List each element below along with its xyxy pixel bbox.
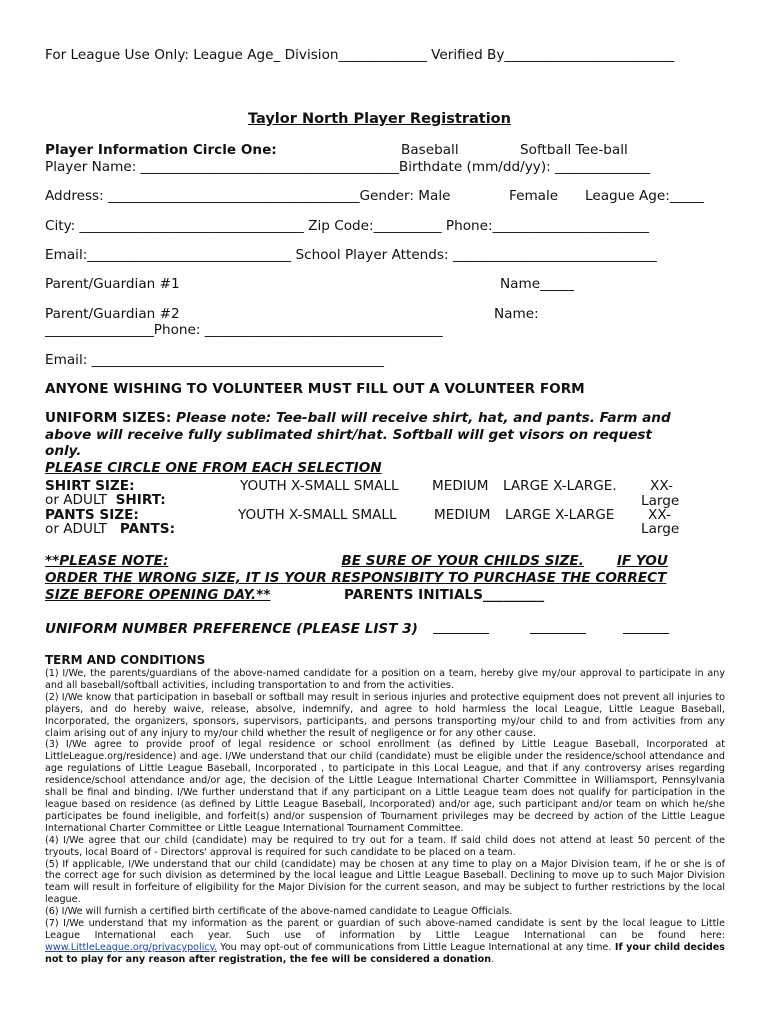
uniform-number-choice-3[interactable] [623,633,669,634]
shirt-size-xx-large[interactable]: Large [641,493,680,509]
page-title: Taylor North Player Registration [248,111,511,127]
uniform-number-preference: UNIFORM NUMBER PREFERENCE (PLEASE LIST 3) [45,621,418,637]
uniform-note-line3: only. [45,443,82,459]
term-6: (6) I/We will furnish a certified birth certificate of the above-named candidate to League Officials. [45,906,513,918]
pants-size-label: PANTS SIZE: [45,507,139,523]
player-info-heading: Player Information Circle One: [45,142,277,158]
terms-body [45,668,725,966]
term-3: (3) I/We agree to provide proof of legal residence or school enrollment (as defined by Little League Baseball, Incorporated at LittleLeague.org/residence) and age. I/We understand that our child (candidate) must be eligible under the residence/school attendance and age regulations of Little League Baseball, Incorporated , to participate in this Local League, and that if any controversy arises regarding residence/school attendance and/or age, the decision of the Little League International Charter Committee in Williamsport, Pennsylvania shall be final and binding. I/We further understand that if any participant on a Little League team does not qualify for participation in the league based on residence (as defined by Little League Baseball, Incorporated) and/or age, such participant and/or team on which he/she participates be found ineligible, and forfeit(s) and/or suspension of Tournament privileges may be decreed by action of the Little League International Charter Committee or Little League International Tournament Committee. [45,739,725,834]
shirt-size-xx[interactable]: XX- [650,478,673,494]
term-7: (7) I/We understand that my information as the parent or guardian of such above-named candidate is sent by the local league to Little League International each year. Such use of information by Little League International can be found here: www.LittleLeague.org/privacypolicy. You may opt-out of communications from Little League International at any time. If your child decides not to play for any reason after registration, the fee will be considered a donation. [45,918,726,965]
circle-instruction: PLEASE CIRCLE ONE FROM EACH SELECTION [45,460,382,476]
term-1: (1) I/We, the parents/guardians of the above-named candidate for a position on a team, hereby give my/our approval to participate in any and all baseball/softball activities, including transportation to and from the activities. [45,668,725,691]
parent-email-field[interactable]: Email: ___________________________________________ [45,352,384,368]
parent-guardian-2-name[interactable]: Name: [494,306,539,322]
term-2: (2) I/We know that participation in baseball or softball may result in serious injuries and protective equipment does not prevent all injuries to players, and do hereby waive, release, absolve, indemnify, and agree to hold harmless the local League, Little League Baseball, Incorporated, the organizers, sponsors, supervisors, participants, and persons transporting my/our child to and from activities from any claim arising out of any injury to my/our child whether the result of negligence or for any other cause. [45,691,725,739]
league-age-field[interactable]: League Age:_____ [585,188,704,204]
option-softball-teeball[interactable]: Softball Tee-ball [520,142,628,158]
please-note-line3: SIZE BEFORE OPENING DAY.** [45,587,271,603]
shirt-size-label: SHIRT SIZE: [45,478,135,494]
pants-size-youth-small[interactable]: YOUTH X-SMALL SMALL [238,507,397,523]
uniform-number-choice-2[interactable] [530,633,586,634]
option-baseball[interactable]: Baseball [401,142,459,158]
league-use-line: For League Use Only: League Age_ Division_____________ Verified By_________________________ [45,47,675,63]
shirt-size-youth-small[interactable]: YOUTH X-SMALL SMALL [240,478,399,494]
player-name-field[interactable]: Player Name: ______________________________________Birthdate (mm/dd/yy): ______________ [45,159,651,175]
uniform-note-line2: above will receive fully sublimated shirt/hat. Softball will get visors on request [45,427,652,443]
pants-size-large[interactable]: LARGE X-LARGE [505,507,615,523]
address-field[interactable]: Address: _____________________________________Gender: Male [45,188,451,204]
please-note-line2: ORDER THE WRONG SIZE, IT IS YOUR RESPONSIBITY TO PURCHASE THE CORRECT [45,570,667,586]
pants-adult-label: or ADULT PANTS: [45,521,176,537]
shirt-size-large[interactable]: LARGE X-LARGE. [503,478,617,494]
term-5: (5) If applicable, I/We understand that our child (candidate) may be chosen at any time to play on a Major Division team, if he or she is of the correct age for such division as determined by the local league and Little League Baseball. Declining to move up to such Major Division team will result in forfeiture of eligibility for the Major Division for the current season, and may be subject to further restrictions by the local league. [45,858,725,906]
please-note-line1: **PLEASE NOTE: BE SURE OF YOUR CHILDS SIZE. IF YOU [45,553,668,569]
shirt-adult-label: or ADULT SHIRT: [45,492,166,508]
pants-size-xx[interactable]: XX- [648,507,671,523]
term-4: (4) I/We agree that our child (candidate) may be required to try out for a team. If said child does not attend at least 50 percent of the tryouts, local Board of - Directors' approval is required for such candidate to be placed on a team. [45,834,725,858]
parent-guardian-2-phone[interactable]: ________________Phone: ___________________________________ [45,322,443,338]
volunteer-notice: ANYONE WISHING TO VOLUNTEER MUST FILL OUT A VOLUNTEER FORM [45,381,585,397]
parent-guardian-2: Parent/Guardian #2 [45,306,180,322]
privacy-policy-link[interactable]: www.LittleLeague.org/privacypolicy. [45,941,217,953]
email-school-field[interactable]: Email:______________________________ School Player Attends: ______________________________ [45,247,657,263]
uniform-number-choice-1[interactable] [433,633,489,634]
terms-heading: TERM AND CONDITIONS [45,653,206,667]
pants-size-medium[interactable]: MEDIUM [434,507,491,523]
city-zip-phone-field[interactable]: City: _________________________________ Zip Code:__________ Phone:_______________________ [45,218,649,234]
gender-female[interactable]: Female [509,188,559,204]
parent-guardian-1: Parent/Guardian #1 [45,276,180,292]
shirt-size-medium[interactable]: MEDIUM [432,478,489,494]
parents-initials-field[interactable]: PARENTS INITIALS_________ [344,587,545,603]
pants-size-xx-large[interactable]: Large [641,521,680,537]
parent-guardian-1-name[interactable]: Name_____ [500,276,575,292]
uniform-sizes-label: UNIFORM SIZES: Please note: Tee-ball will receive shirt, hat, and pants. Farm and [45,410,671,426]
